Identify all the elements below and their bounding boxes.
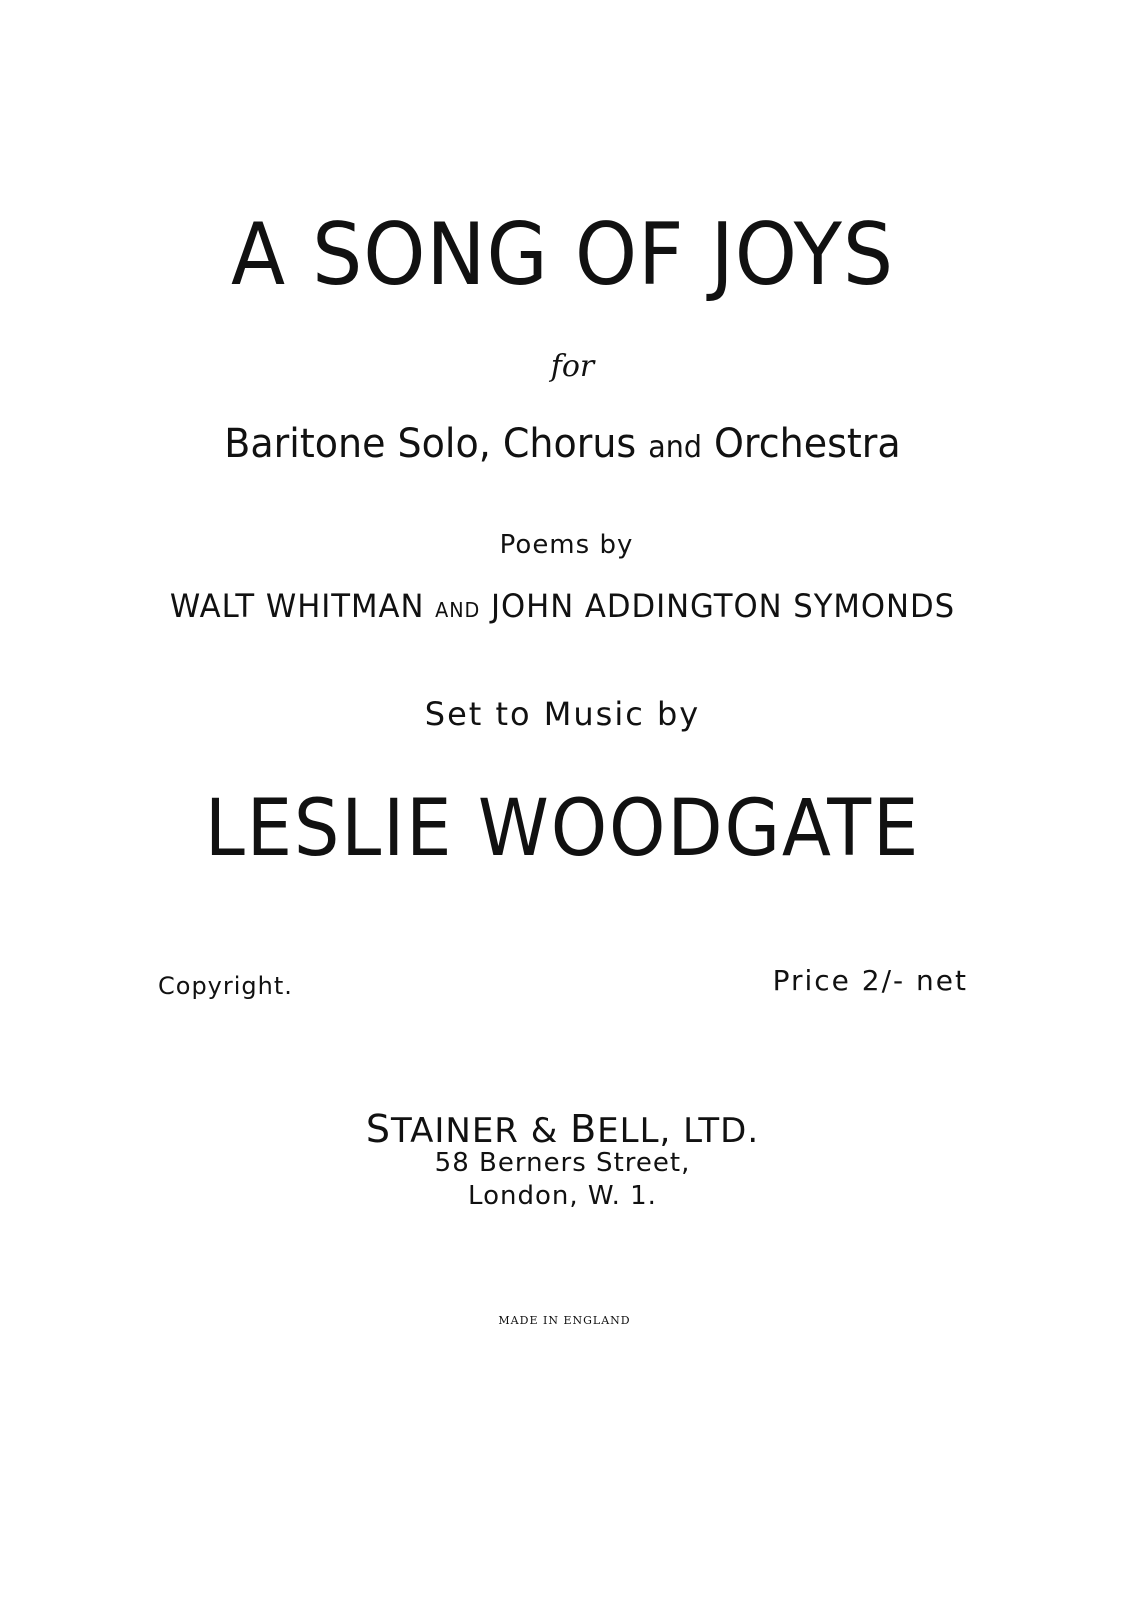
poet-2: JOHN ADDINGTON SYMONDS xyxy=(480,587,956,625)
composer-name: LESLIE WOODGATE xyxy=(204,784,921,874)
publisher-ell: ELL, LTD. xyxy=(597,1111,760,1151)
publisher-name xyxy=(0,1107,1125,1151)
title: A SONG OF JOYS xyxy=(230,205,895,305)
poets-line xyxy=(23,587,1103,625)
poets-and: AND xyxy=(435,598,481,622)
poet-1: WALT WHITMAN xyxy=(169,587,436,625)
made-in-england: MADE IN ENGLAND xyxy=(498,1314,631,1327)
voicing-part-1: Baritone Solo, Chorus xyxy=(224,421,649,467)
price-label: Price 2/- net xyxy=(772,964,968,997)
publisher-initial-s: S xyxy=(365,1107,391,1151)
voicing-part-2: Orchestra xyxy=(701,421,901,467)
publisher-city: London, W. 1. xyxy=(468,1181,657,1211)
set-to-music-by-label: Set to Music by xyxy=(424,695,701,733)
poems-by-label: Poems by xyxy=(499,530,634,560)
publisher-initial-b: B xyxy=(570,1107,598,1151)
for-label: for xyxy=(550,349,595,384)
copyright-notice: Copyright. xyxy=(158,972,293,1000)
voicing-line xyxy=(28,421,1097,467)
publisher-tainer: TAINER & xyxy=(390,1111,571,1151)
publisher-street: 58 Berners Street, xyxy=(434,1148,691,1178)
voicing-and: and xyxy=(648,430,702,465)
